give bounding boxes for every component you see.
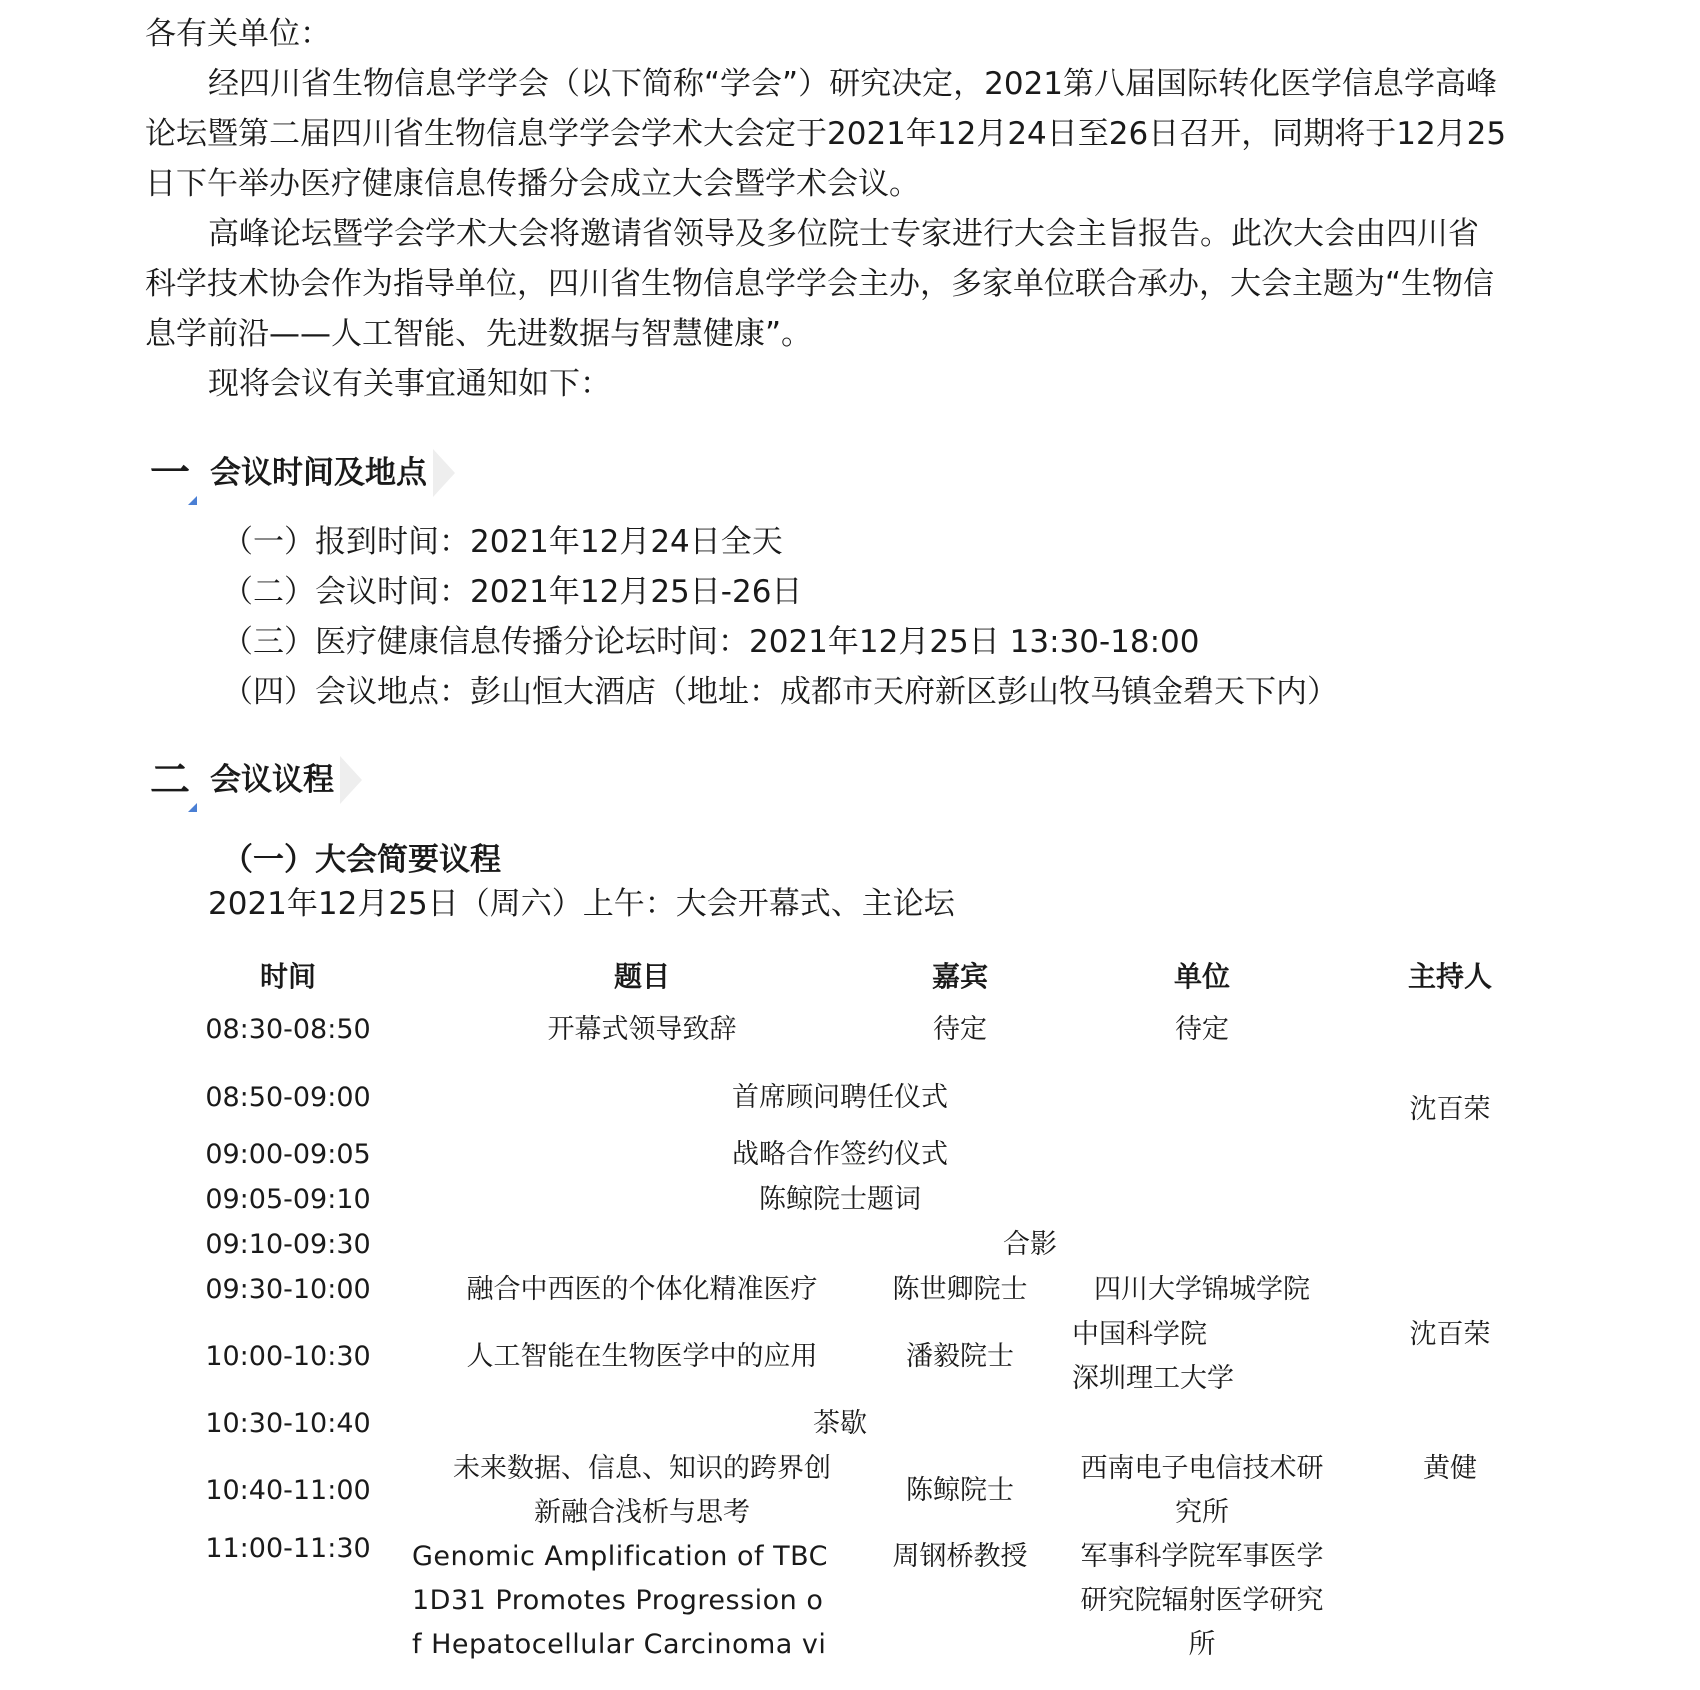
table-cell-topic: 首席顾问聘任仪式 bbox=[732, 1082, 948, 1113]
paragraph-line: 息学前沿——人工智能、先进数据与智慧健康”。 bbox=[145, 316, 813, 352]
topic-line: 未来数据、信息、知识的跨界创 bbox=[453, 1453, 831, 1484]
section-heading-1 bbox=[150, 445, 455, 501]
list-item: （二）会议时间：2021年12月25日-26日 bbox=[222, 574, 803, 610]
org-line: 西南电子电信技术研 bbox=[1080, 1453, 1324, 1484]
table-cell-host: 沈百荣 bbox=[1409, 1094, 1491, 1125]
table-cell-guest: 待定 bbox=[933, 1014, 987, 1045]
section-title: 会议时间及地点 bbox=[200, 451, 431, 495]
table-cell-topic: 合影 bbox=[1003, 1229, 1057, 1260]
table-cell-host: 黄健 bbox=[1423, 1453, 1477, 1484]
table-cell-time: 09:30-10:00 bbox=[205, 1274, 371, 1305]
table-cell-time: 08:50-09:00 bbox=[205, 1082, 371, 1113]
table-header-guest: 嘉宾 bbox=[931, 960, 988, 993]
table-cell-time: 10:40-11:00 bbox=[205, 1475, 371, 1506]
table-cell-org: 四川大学锦城学院 bbox=[1094, 1274, 1310, 1305]
table-cell-guest: 陈世卿院士 bbox=[892, 1274, 1028, 1305]
table-header-topic: 题目 bbox=[613, 960, 670, 993]
table-cell-time: 10:00-10:30 bbox=[205, 1341, 371, 1372]
table-cell-topic: 茶歇 bbox=[813, 1408, 867, 1439]
paragraph-line: 论坛暨第二届四川省生物信息学学会学术大会定于2021年12月24日至26日召开，同期将于12月25 bbox=[145, 116, 1507, 152]
section-number: 一 bbox=[150, 453, 200, 493]
table-cell-org bbox=[1072, 1313, 1332, 1401]
org-line: 究所 bbox=[1175, 1497, 1229, 1528]
chevron-right-icon bbox=[433, 449, 455, 497]
table-cell-guest: 周钢桥教授 bbox=[892, 1541, 1028, 1572]
table-cell-time: 09:00-09:05 bbox=[205, 1139, 371, 1170]
table-cell-topic: 人工智能在生物医学中的应用 bbox=[466, 1341, 818, 1372]
table-cell-time: 09:05-09:10 bbox=[205, 1184, 371, 1215]
section-number: 二 bbox=[150, 760, 200, 800]
table-cell-time: 09:10-09:30 bbox=[205, 1229, 371, 1260]
table-cell-guest: 陈鲸院士 bbox=[906, 1475, 1014, 1506]
salutation: 各有关单位： bbox=[145, 16, 331, 52]
paragraph-line: 日下午举办医疗健康信息传播分会成立大会暨学术会议。 bbox=[145, 166, 920, 202]
org-line: 深圳理工大学 bbox=[1072, 1363, 1234, 1394]
section-title: 会议议程 bbox=[200, 758, 338, 802]
org-line: 所 bbox=[1188, 1629, 1216, 1660]
table-cell-host: 沈百荣 bbox=[1409, 1319, 1491, 1350]
table-cell-topic bbox=[412, 1535, 872, 1667]
org-line: 军事科学院军事医学 bbox=[1080, 1541, 1324, 1572]
sub-heading: （一）大会简要议程 bbox=[222, 842, 501, 878]
table-header-host: 主持人 bbox=[1407, 960, 1492, 993]
table-cell-org: 待定 bbox=[1175, 1014, 1229, 1045]
paragraph-line: 经四川省生物信息学学会（以下简称“学会”）研究决定，2021第八届国际转化医学信息学高峰 bbox=[208, 66, 1498, 102]
section-heading-2 bbox=[150, 752, 362, 808]
table-cell-time: 11:00-11:30 bbox=[205, 1533, 371, 1564]
date-line: 2021年12月25日（周六）上午：大会开幕式、主论坛 bbox=[208, 886, 955, 922]
list-item: （三）医疗健康信息传播分论坛时间：2021年12月25日 13:30-18:00 bbox=[222, 624, 1200, 660]
topic-line: Genomic Amplification of TBC bbox=[412, 1541, 829, 1572]
table-cell-time: 08:30-08:50 bbox=[205, 1014, 371, 1045]
org-line: 研究院辐射医学研究 bbox=[1080, 1585, 1324, 1616]
table-cell-org bbox=[1062, 1535, 1342, 1667]
table-cell-org bbox=[1062, 1447, 1342, 1535]
table-cell-topic: 战略合作签约仪式 bbox=[732, 1139, 948, 1170]
table-cell-topic: 开幕式领导致辞 bbox=[547, 1014, 737, 1045]
topic-line: f Hepatocellular Carcinoma vi bbox=[412, 1629, 827, 1660]
table-header-org: 单位 bbox=[1173, 960, 1230, 993]
list-item: （四）会议地点：彭山恒大酒店（地址：成都市天府新区彭山牧马镇金碧天下内） bbox=[222, 674, 1338, 710]
topic-line: 1D31 Promotes Progression o bbox=[412, 1585, 824, 1616]
table-cell-topic bbox=[422, 1447, 862, 1535]
chevron-right-icon bbox=[340, 756, 362, 804]
topic-line: 新融合浅析与思考 bbox=[534, 1497, 750, 1528]
paragraph-line: 现将会议有关事宜通知如下： bbox=[208, 366, 611, 402]
table-header-time: 时间 bbox=[259, 960, 316, 993]
list-item: （一）报到时间：2021年12月24日全天 bbox=[222, 524, 783, 560]
paragraph-line: 高峰论坛暨学会学术大会将邀请省领导及多位院士专家进行大会主旨报告。此次大会由四川省 bbox=[208, 216, 1479, 252]
table-cell-topic: 陈鲸院士题词 bbox=[759, 1184, 921, 1215]
table-cell-time: 10:30-10:40 bbox=[205, 1408, 371, 1439]
paragraph-line: 科学技术协会作为指导单位，四川省生物信息学学会主办，多家单位联合承办，大会主题为“生物信 bbox=[145, 266, 1495, 302]
table-cell-topic: 融合中西医的个体化精准医疗 bbox=[466, 1274, 818, 1305]
org-line: 中国科学院 bbox=[1072, 1319, 1207, 1350]
table-cell-guest: 潘毅院士 bbox=[906, 1341, 1014, 1372]
